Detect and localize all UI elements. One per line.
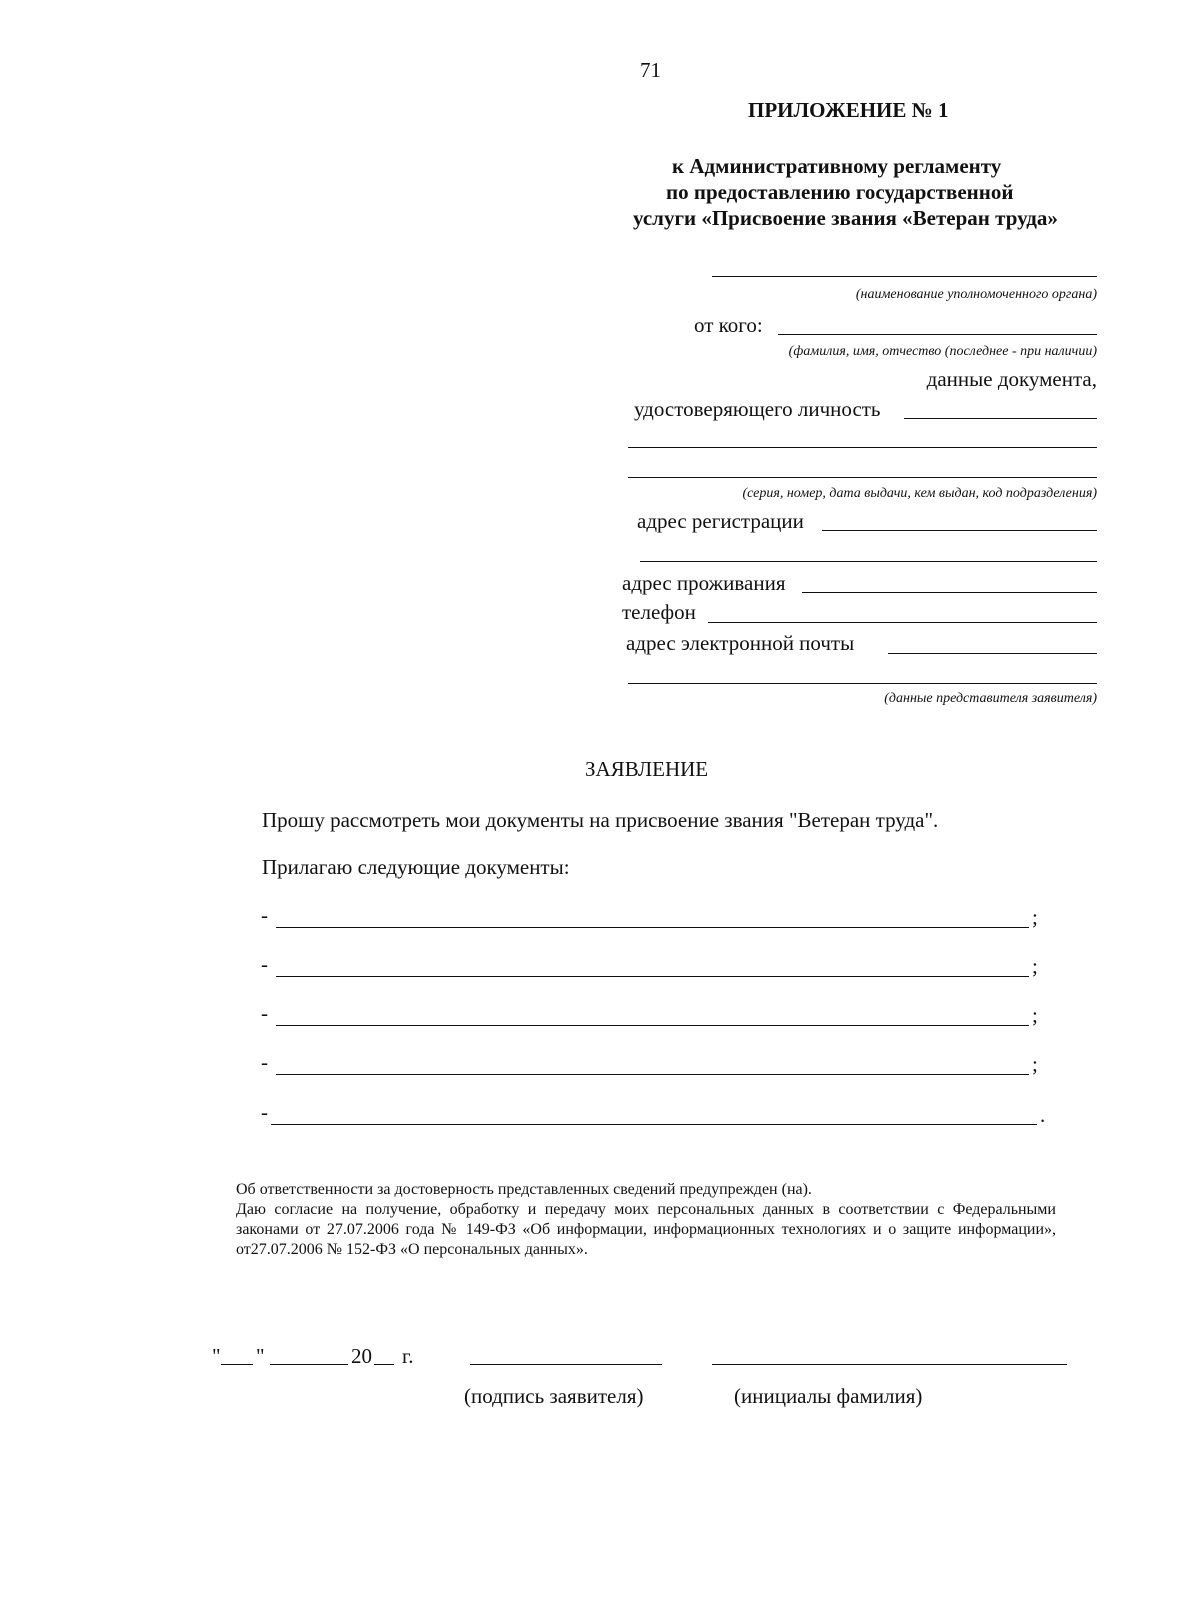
organ-name-line[interactable] [712,276,1097,277]
date-month-line[interactable] [270,1364,348,1365]
fio-caption: (фамилия, имя, отчество (последнее - при наличии) [788,344,1097,359]
phone-label: телефон [622,600,696,624]
organ-caption: (наименование уполномоченного органа) [855,287,1097,302]
doc-line-3[interactable] [628,477,1097,478]
representative-caption: (данные представителя заявителя) [884,691,1097,706]
live-address-label: адрес проживания [622,571,786,595]
from-label: от кого: [694,313,763,337]
email-line[interactable] [888,653,1097,654]
statement-heading: ЗАЯВЛЕНИЕ [585,757,709,781]
from-line[interactable] [778,334,1097,335]
list-item-line[interactable] [276,1025,1029,1026]
doc-caption: (серия, номер, дата выдачи, кем выдан, код подразделения) [742,486,1097,501]
doc-line-1[interactable] [904,418,1097,419]
request-text: Прошу рассмотреть мои документы на присвоение звания "Ветеран труда". [262,808,939,832]
list-item-dash: - [261,1001,268,1025]
list-item-dash: - [261,903,268,927]
consent-paragraph: Даю согласие на получение, обработку и передачу моих персональных данных в соответствии с Федеральными законами от 27.07.2006 года № 149-ФЗ «Об информации, информационных технологиях и о защите информации», от27.07.2006 № 152-ФЗ «О персональных данных». [236,1201,1056,1258]
list-item-line[interactable] [271,1124,1037,1125]
appendix-line-2: по предоставлению государственной [666,180,1014,204]
list-item-dash: - [261,1050,268,1074]
date-quote-open: " [212,1344,221,1368]
date-quote-close: " [256,1344,265,1368]
date-year-prefix: 20 [351,1344,372,1368]
page-number: 71 [640,58,661,82]
list-item-line[interactable] [276,976,1029,977]
list-item-dash: - [261,1100,268,1124]
signature-line[interactable] [470,1364,662,1365]
reg-address-line-1[interactable] [822,530,1097,531]
attach-text: Прилагаю следующие документы: [262,855,570,879]
doc-label-2: удостоверяющего личность [634,397,881,421]
date-year-line[interactable] [374,1364,394,1365]
live-address-line[interactable] [802,592,1097,593]
doc-line-2[interactable] [628,447,1097,448]
reg-address-label: адрес регистрации [637,509,804,533]
signature-caption: (подпись заявителя) [464,1384,644,1408]
list-item-end: ; [1032,954,1038,978]
doc-label-1: данные документа, [926,367,1097,391]
list-item-line[interactable] [276,1074,1029,1075]
date-day-line[interactable] [221,1364,253,1365]
list-item-end: ; [1032,905,1038,929]
liability-note: Об ответственности за достоверность представленных сведений предупрежден (на). [236,1181,812,1198]
list-item-dash: - [261,952,268,976]
phone-line[interactable] [708,622,1097,623]
list-item-line[interactable] [276,927,1029,928]
email-label: адрес электронной почты [626,631,855,655]
initials-line[interactable] [712,1364,1067,1365]
representative-line[interactable] [628,683,1097,684]
appendix-line-3: услуги «Присвоение звания «Ветеран труда» [633,206,1058,230]
reg-address-line-2[interactable] [640,561,1097,562]
appendix-title: ПРИЛОЖЕНИЕ № 1 [748,98,949,122]
list-item-end: ; [1032,1003,1038,1027]
list-item-end: ; [1032,1052,1038,1076]
appendix-line-1: к Административному регламенту [672,154,1002,178]
list-item-end: . [1040,1103,1046,1127]
initials-caption: (инициалы фамилия) [734,1384,923,1408]
date-year-suffix: г. [402,1344,414,1368]
